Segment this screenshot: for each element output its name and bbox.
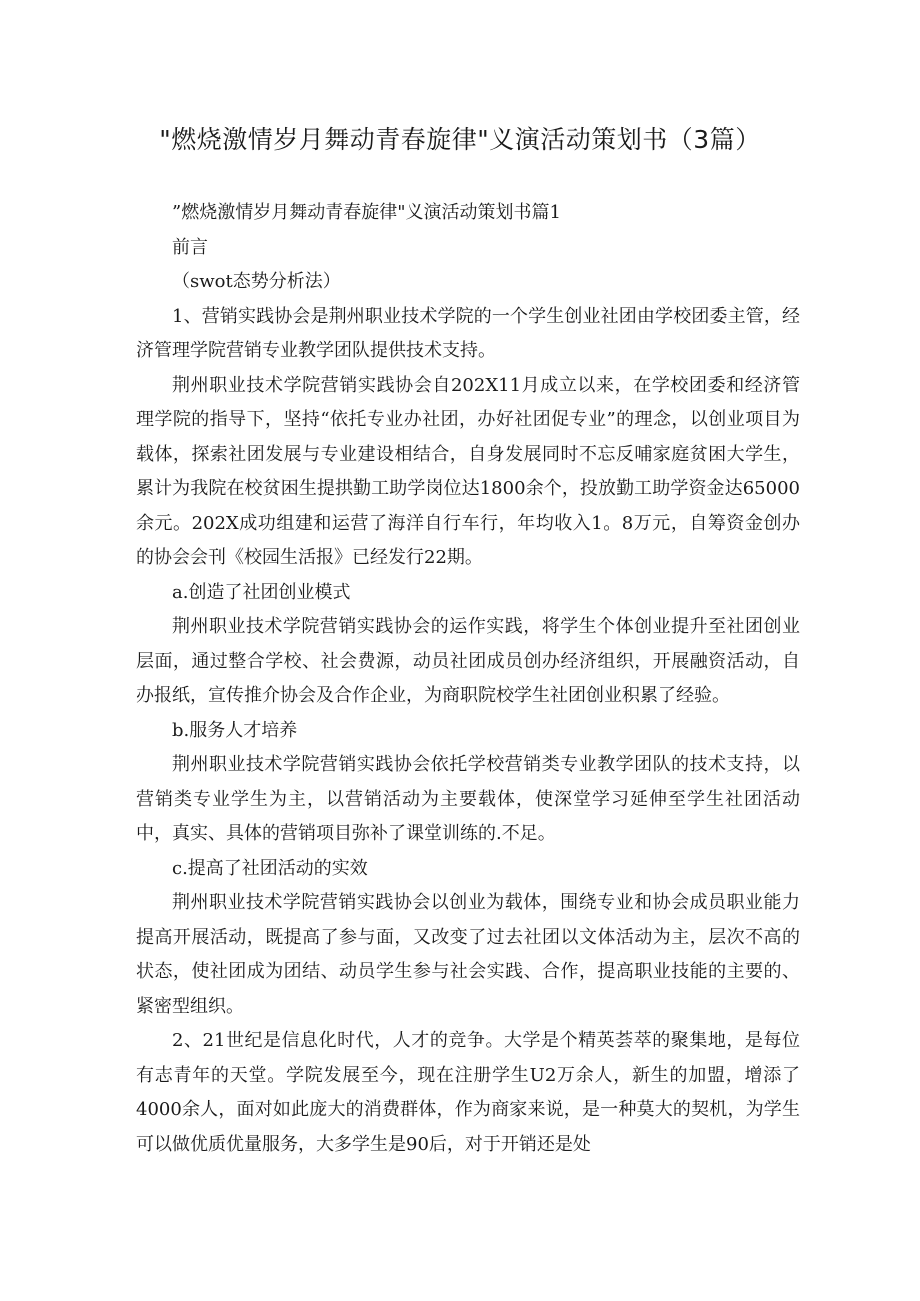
section-heading: ”燃烧激情岁月舞动青春旋律"义演活动策划书篇1 (172, 202, 561, 223)
method-note: （swot态势分析法） (172, 271, 341, 292)
body-paragraph: 荆州职业技术学院营销实践协会的运作实践，将学生个体创业提升至社团创业层面，通过整合学校、社会费源，动员社团成员创办经济组织，开展融资活动，自办报纸，宣传推介协会及合作企业，为商职院校学生社团创业积累了经验。 (136, 616, 800, 706)
body-paragraph: 荆州职业技术学院营销实践协会以创业为载体，围绕专业和协会成员职业能力提高开展活动，既提高了参与面，又改变了过去社团以文体活动为主，层次不高的状态，使社团成为团结、动员学生参与社会实践、合作，提高职业技能的主要的、紧密型组织。 (136, 892, 800, 1017)
document-body (136, 196, 800, 1162)
body-paragraph: 2、21世纪是信息化时代，人才的竞争。大学是个精英荟萃的聚集地，是每位有志青年的天堂。学院发展至今，现在注册学生U2万余人，新生的加盟，增添了4000余人，面对如此庞大的消费群体，作为商家来说，是一种莫大的契机，为学生可以做优质优量服务，大多学生是90后，对于开销还是处 (136, 1030, 800, 1155)
subsection-heading: 前言 (172, 236, 208, 258)
list-heading-b: b.服务人才培养 (172, 719, 298, 741)
body-paragraph: 荆州职业技术学院营销实践协会自202X11月成立以来，在学校团委和经济管理学院的指导下，坚持“依托专业办社团，办好社团促专业”的理念，以创业项目为载体，探索社团发展与专业建设相结合，自身发展同时不忘反哺家庭贫困大学生，累计为我院在校贫困生提拱勤工助学岗位达1800余个，投放勤工助学资金达65000余元。202X成功组建和运营了海洋自行车行，年均收入1。8万元，自筹资金创办的协会会刊《校园生活报》已经发行22期。 (136, 374, 800, 568)
list-heading-c: c.提高了社团活动的实效 (172, 857, 368, 879)
body-paragraph: 1、营销实践协会是荆州职业技术学院的一个学生创业社团由学校团委主管，经济管理学院营销专业教学团队提供技术支持。 (136, 305, 800, 361)
body-paragraph: 荆州职业技术学院营销实践协会依托学校营销类专业教学团队的技术支持，以营销类专业学生为主，以营销活动为主要载体，使深堂学习延伸至学生社团活动中，真实、具体的营销项目弥补了课堂训练的.不足。 (136, 754, 800, 844)
list-heading-a: a.创造了社团创业模式 (172, 581, 351, 603)
document-title: "燃烧激情岁月舞动青春旋律"义演活动策划书（3篇） (159, 125, 761, 154)
